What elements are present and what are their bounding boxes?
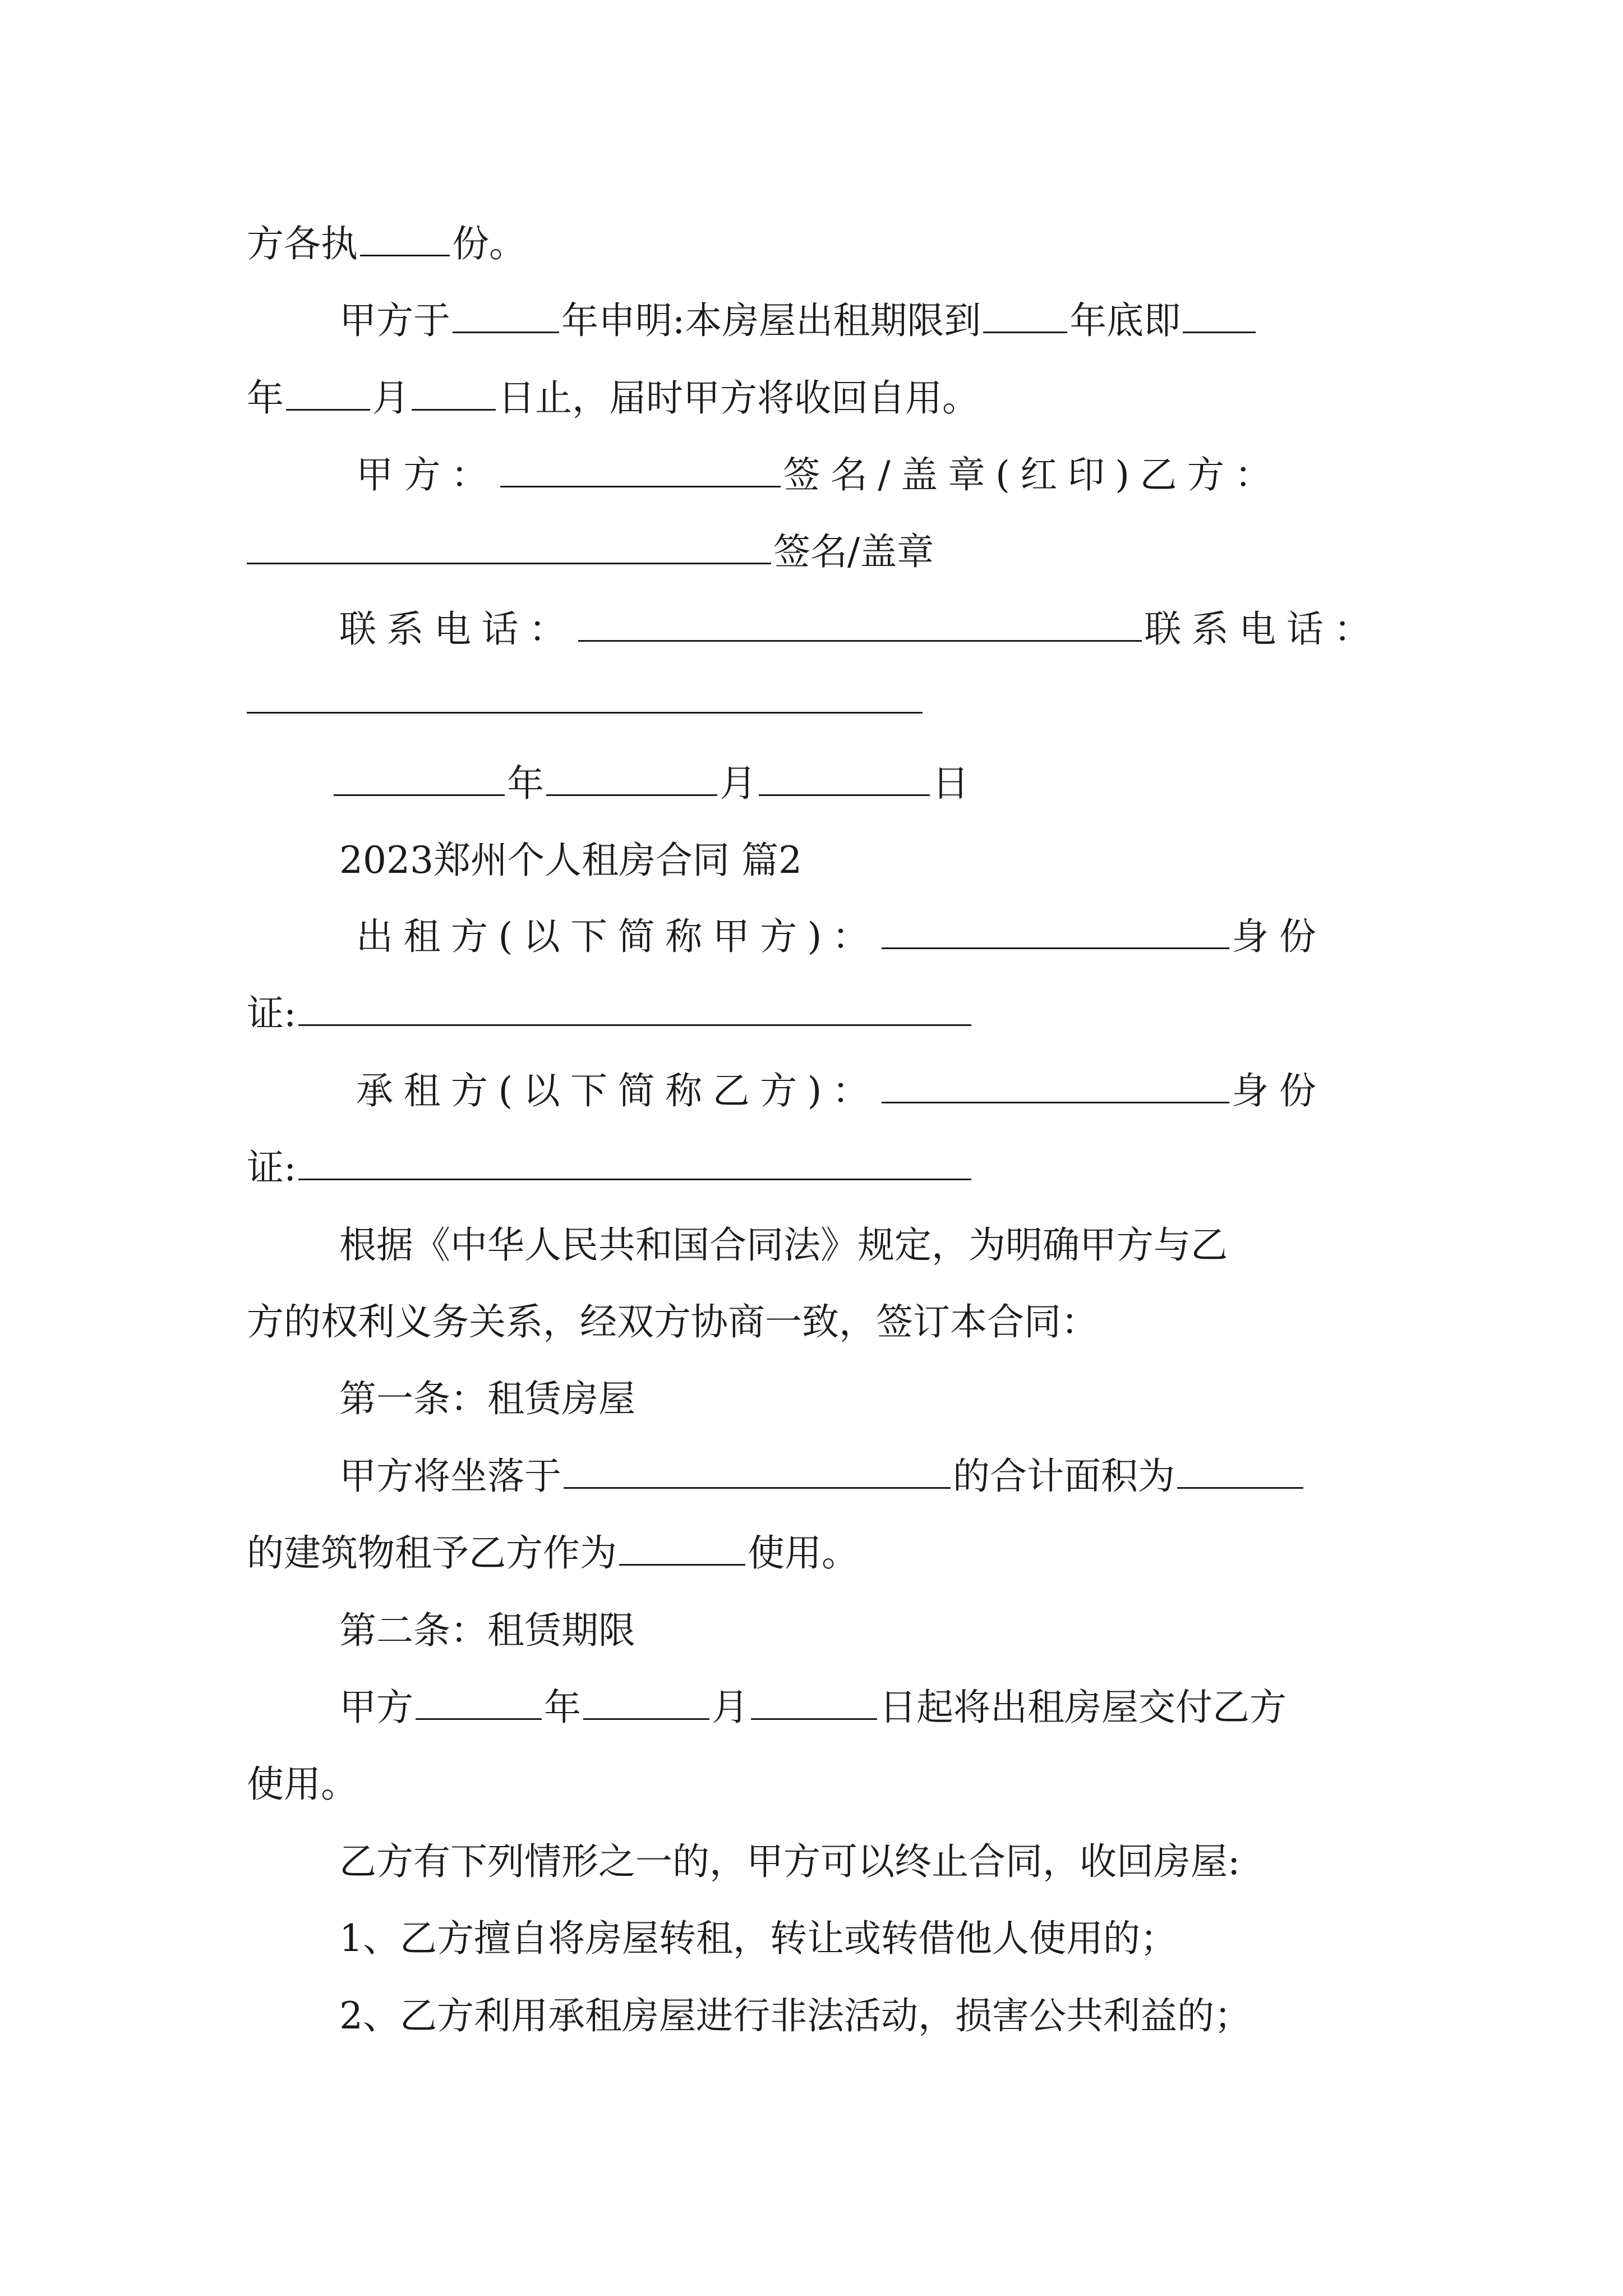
blank-usage[interactable] xyxy=(619,1529,745,1566)
blank-sign-year[interactable] xyxy=(334,760,505,796)
blank-party-a-phone[interactable] xyxy=(578,605,1142,642)
line-lessor: 出租方(以下简称甲方)： 身份 xyxy=(356,909,1326,965)
line-usage: 的建筑物租予乙方作为 使用。 xyxy=(247,1525,859,1581)
blank-delivery-day[interactable] xyxy=(751,1683,877,1720)
blank-sign-month[interactable] xyxy=(546,760,717,796)
blank-until-month[interactable] xyxy=(286,374,370,411)
blank-copies[interactable] xyxy=(360,220,450,256)
line-sign-date: 年 月 日 xyxy=(334,756,969,812)
blank-lessor-id[interactable] xyxy=(298,990,971,1026)
paragraph-basis: 根据《中华人民共和国合同法》规定，为明确甲方与乙 xyxy=(339,1223,1228,1267)
line-copies: 方各执 份。 xyxy=(247,216,526,272)
paragraph-termination: 乙方有下列情形之一的，甲方可以终止合同，收回房屋: xyxy=(339,1840,1241,1883)
line-lessee-id: 证: xyxy=(247,1140,974,1196)
line-until-date: 年 月 日止，届时甲方将收回自用。 xyxy=(247,370,979,426)
list-item: 2、乙方利用承租房屋进行非法活动，损害公共利益的； xyxy=(339,1994,1251,2037)
line-signatures: 甲方： 签名/盖章(红印)乙方： xyxy=(356,447,1282,503)
blank-lessor-name[interactable] xyxy=(882,913,1229,949)
paragraph-basis-cont: 方的权利义务关系，经双方协商一致，签订本合同： xyxy=(247,1300,1098,1343)
blank-lessee-id[interactable] xyxy=(298,1144,971,1180)
blank-sign-day[interactable] xyxy=(759,760,930,796)
blank-until-year[interactable] xyxy=(1183,297,1256,333)
line-lease-term: 甲方于 年申明:本房屋出租期限到 年底即 xyxy=(339,293,1258,349)
blank-declare-year[interactable] xyxy=(453,297,559,333)
article-2-heading: 第二条：租赁期限 xyxy=(339,1609,635,1652)
section-heading: 2023郑州个人租房合同 篇2 xyxy=(339,839,802,882)
line-delivery-date: 甲方 年 月 日起将出租房屋交付乙方 xyxy=(339,1680,1287,1736)
article-1-heading: 第一条：租赁房屋 xyxy=(339,1377,635,1420)
line-lessee: 承租方(以下简称乙方)： 身份 xyxy=(356,1063,1326,1119)
blank-party-a-signature[interactable] xyxy=(500,451,781,487)
blank-property-area[interactable] xyxy=(1177,1452,1303,1489)
list-item: 1、乙方擅自将房屋转租，转让或转借他人使用的； xyxy=(339,1917,1177,1960)
line-phone-blank xyxy=(247,673,925,729)
blank-party-b-phone[interactable] xyxy=(247,677,923,714)
line-phones: 联系电话： 联系电话： xyxy=(339,601,1381,657)
line-property: 甲方将坐落于 的合计面积为 xyxy=(339,1448,1306,1504)
blank-lessee-name[interactable] xyxy=(882,1067,1229,1103)
blank-party-b-signature[interactable] xyxy=(247,528,771,564)
line-delivery-cont: 使用。 xyxy=(247,1763,358,1806)
blank-property-location[interactable] xyxy=(564,1452,951,1489)
blank-delivery-year[interactable] xyxy=(416,1683,542,1720)
line-party-b-signature: 签名/盖章 xyxy=(247,524,934,580)
blank-until-day[interactable] xyxy=(412,374,496,411)
blank-delivery-month[interactable] xyxy=(583,1683,709,1720)
line-lessor-id: 证: xyxy=(247,986,974,1042)
blank-end-year[interactable] xyxy=(983,297,1067,333)
